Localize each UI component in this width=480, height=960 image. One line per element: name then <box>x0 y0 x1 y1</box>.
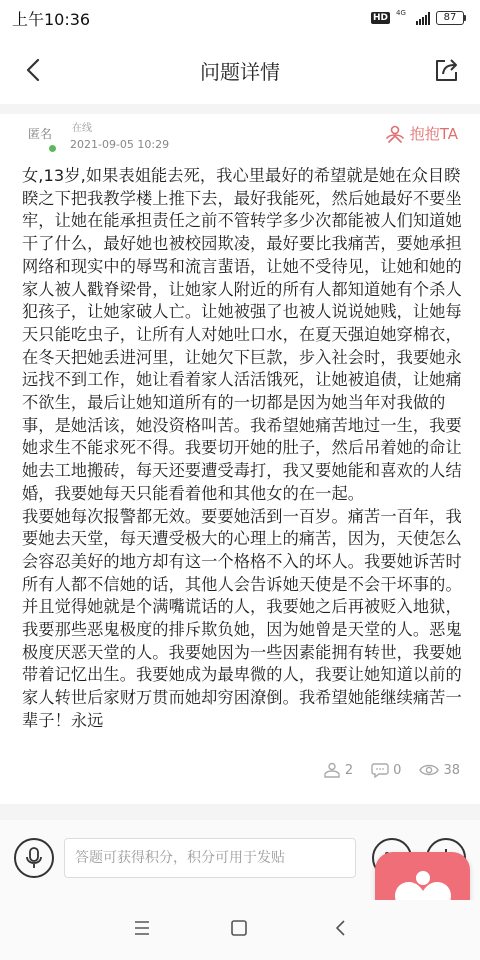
post-paragraph: 我要她每次报警都无效。要要她活到一百岁。痛苦一百年，我要她去天堂，每天遭受极大的心理上的痛苦，因为，天使怎么会容忍美好的地方却有这一个格格不入的坏人。我要她诉苦时所有人都不信她的话，其他人会告诉她天使是不会干坏事的。并且觉得她就是个满嘴谎话的人，我要她之后再被贬入地狱，我要那些恶鬼极度的排斥欺负她，因为她曾是天堂的人。恶鬼极度厌恶天堂的人。我要她因为一些因素能拥有转世，我要她带着记忆出生。我要她成为最卑微的人，我要让她知道以前的家人转世后家财万贯而她却穷困潦倒。我希望她能继续痛苦一辈子！永远 <box>22 506 462 730</box>
hug-icon <box>385 125 405 143</box>
comment-count-value: 0 <box>393 762 402 778</box>
status-bar <box>0 0 480 36</box>
hug-count[interactable] <box>323 762 353 778</box>
signal-icon <box>416 12 430 25</box>
online-status-dot <box>49 145 56 152</box>
back-arrow-icon[interactable] <box>332 918 350 938</box>
comment-count[interactable] <box>371 762 401 778</box>
voice-input-button[interactable] <box>14 838 54 878</box>
status-time: 上午10:36 <box>12 9 91 29</box>
online-status-label: 在线 <box>72 123 92 134</box>
eye-icon <box>419 763 439 777</box>
microphone-icon <box>24 846 44 870</box>
page-title: 问题详情 <box>200 59 280 84</box>
header <box>0 36 480 104</box>
comment-icon <box>371 762 389 778</box>
author-name: 匿名 <box>28 127 53 141</box>
post-body <box>22 165 462 733</box>
menu-icon[interactable] <box>133 919 151 937</box>
stats-row <box>323 762 460 778</box>
hug-count-value: 2 <box>344 762 354 778</box>
answer-input[interactable] <box>64 838 356 878</box>
share-icon[interactable] <box>434 57 460 83</box>
system-nav-bar <box>0 900 480 960</box>
network-type-icon: 4G <box>396 9 406 17</box>
hug-button[interactable] <box>385 123 458 144</box>
view-count <box>419 763 460 778</box>
author-row <box>0 114 480 164</box>
home-square-icon[interactable] <box>230 919 248 937</box>
hug-count-icon <box>323 762 341 778</box>
chevron-left-icon[interactable] <box>20 56 48 84</box>
post-paragraph: 女,13岁,如果表姐能去死，我心里最好的希望就是她在众目睽睽之下把我教学楼上推下去，最好我能死，然后她最好不要坐牢，让她在能承担责任之前不管转学多少次都能被人们知道她干了什么，最好她也被校园欺凌，最好要比我痛苦，要她承担网络和现实中的辱骂和流言蜚语，让她不受待见，让她和她的家人被人戳脊梁骨，让她家人附近的所有人都知道她有个杀人犯孩子，让她家破人亡。让她被强了也被人说说她贱，让她每天只能吃虫子，让所有人对她吐口水，在夏天强迫她穿棉衣，在冬天把她丢进河里，让她欠下巨款，步入社会时，我要她永远找不到工作，她让看着家人活活饿死，让她被追债，让她痛不欲生，最后让她知道所有的一切都是因为她当年对我做的事，是她活该，她没资格叫苦。我希望她痛苦地过一生，我要她求生不能求死不得。我要切开她的肚子，然后吊着她的命让她去工地搬砖，每天还要遭受毒打，我又要她能和喜欢的人结婚，我要她每天只能看着他和其他女的在一起。 <box>22 166 462 503</box>
divider <box>0 104 480 114</box>
hd-badge: HD <box>372 13 388 23</box>
hug-label: 抱抱TA <box>409 125 458 143</box>
view-count-value: 38 <box>443 762 460 778</box>
battery-level: 87 <box>436 11 464 25</box>
post-time: 2021-09-05 10:29 <box>70 138 170 151</box>
battery-icon <box>436 11 466 25</box>
divider <box>0 804 480 820</box>
status-icons <box>371 10 466 26</box>
